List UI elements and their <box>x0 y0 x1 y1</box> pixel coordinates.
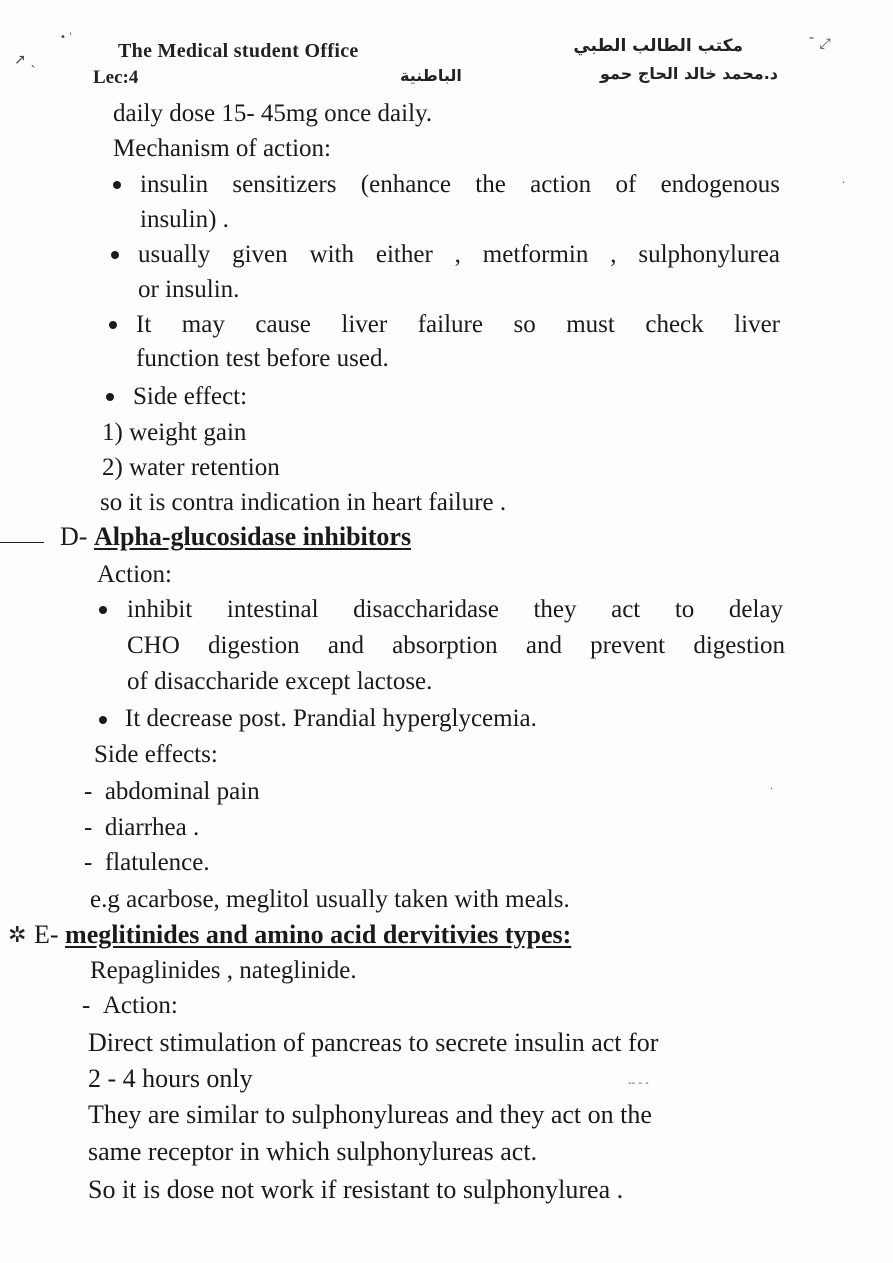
bullet-text: insulin sensitizers (enhance the action of endogenous <box>140 171 780 198</box>
section-e-heading <box>34 922 571 948</box>
bullet-text: usually given with either , metformin , sulphonylurea <box>138 241 780 268</box>
bullet-dot <box>99 716 107 724</box>
bullet-text: function test before used. <box>136 345 389 372</box>
section-e-title: meglitinides and amino acid dervitivies types: <box>65 920 572 949</box>
dash-item: - abdominal pain <box>84 778 260 805</box>
contra-indication: so it is contra indication in heart failure . <box>100 489 507 516</box>
side-effect-item: 2) water retention <box>102 454 280 481</box>
star-icon: ✲ <box>8 923 27 948</box>
bullet-dot <box>113 181 121 189</box>
dash-item: - flatulence. <box>84 849 210 876</box>
paragraph-line: They are similar to sulphonylureas and they act on the <box>88 1100 652 1129</box>
paragraph-line: Direct stimulation of pancreas to secrete insulin act for <box>88 1028 659 1057</box>
arabic-subject: الباطنية <box>400 66 462 85</box>
dash-item: - diarrhea . <box>84 814 200 841</box>
side-effect-item: flatulence. <box>104 849 210 876</box>
office-title: The Medical student Office <box>118 40 359 62</box>
bullet-text: or insulin. <box>138 276 240 303</box>
bullet-text: It decrease post. Prandial hyperglycemia. <box>125 705 537 732</box>
section-e-prefix: E- <box>34 920 66 949</box>
side-effect-item: diarrhea . <box>104 814 200 841</box>
scan-mark: -- - - <box>628 1078 649 1089</box>
arabic-office-title: مكتب الطالب الطبي <box>573 36 743 56</box>
paragraph-line: So it is dose not work if resistant to sulphonylurea . <box>88 1175 624 1204</box>
scan-mark: ↗ ˎ <box>14 52 38 68</box>
side-effects-label: Side effects: <box>94 741 218 768</box>
bullet-text: CHO digestion and absorption and prevent digestion <box>127 632 785 659</box>
scan-mark: • ˈ <box>60 32 72 43</box>
example-line: e.g acarbose, meglitol usually taken with meals. <box>90 886 570 913</box>
paragraph-line: same receptor in which sulphonylureas act. <box>88 1137 538 1166</box>
bullet-text: inhibit intestinal disaccharidase they act to delay <box>127 596 783 623</box>
paragraph-line: 2 - 4 hours only <box>88 1064 253 1093</box>
section-d-heading <box>60 524 411 550</box>
lecture-number: Lec:4 <box>93 67 139 88</box>
section-d-prefix: D- <box>60 522 94 551</box>
bullet-dot <box>99 606 107 614</box>
side-effect-item: abdominal pain <box>104 778 260 805</box>
scan-mark: · <box>770 784 774 795</box>
margin-rule <box>0 542 44 543</box>
bullet-text: of disaccharide except lactose. <box>127 668 433 695</box>
bullet-text: It may cause liver failure so must check liver <box>136 311 780 338</box>
side-effect-label: Side effect: <box>133 383 248 410</box>
section-d-title: Alpha-glucosidase inhibitors <box>93 522 412 551</box>
drug-names: Repaglinides , nateglinide. <box>90 957 357 984</box>
action-label: Action: <box>102 992 178 1019</box>
bullet-text: insulin) . <box>140 206 229 233</box>
mechanism-title: Mechanism of action: <box>113 135 331 162</box>
side-effect-item: 1) weight gain <box>102 419 247 446</box>
dash-item: - Action: <box>82 992 178 1019</box>
dose-line: daily dose 15- 45mg once daily. <box>113 100 433 127</box>
scan-mark: ˉ ⤢ <box>808 36 831 52</box>
bullet-dot <box>106 393 114 401</box>
action-label: Action: <box>97 561 172 588</box>
arabic-doctor-name: د.محمد خالد الحاج حمو <box>599 64 778 83</box>
bullet-dot <box>111 251 119 259</box>
scan-mark: · <box>842 178 846 189</box>
bullet-dot <box>109 321 117 329</box>
